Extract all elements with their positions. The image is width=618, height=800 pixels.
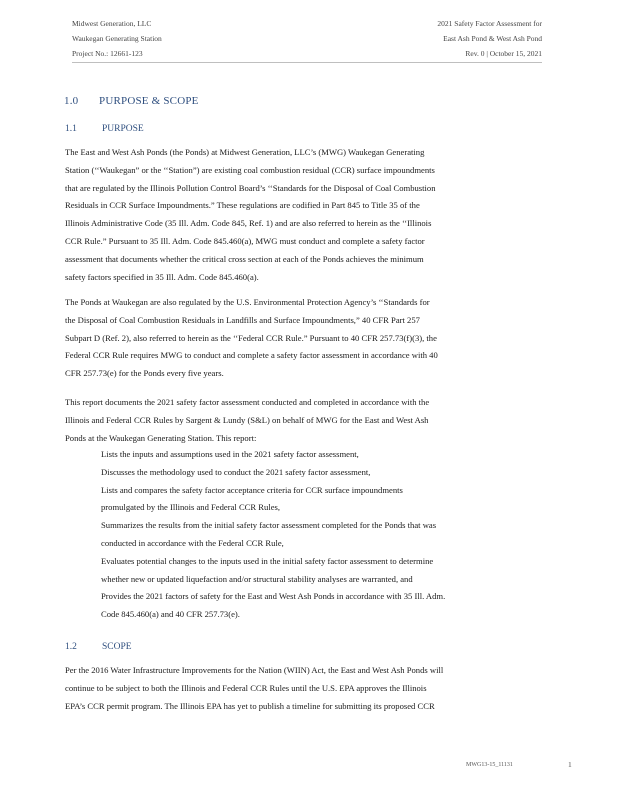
text-line: Station (‘‘Waukegan” or the ‘‘Station”) are existing coal combustion residual (CCR) surface impoundments	[65, 164, 435, 175]
text-line: CFR 257.73(e) for the Ponds every five years.	[65, 368, 224, 379]
header-report-title: 2021 Safety Factor Assessment for	[437, 19, 542, 28]
text-line: Residuals in CCR Surface Impoundments.” These regulations are codified in Part 845 to Title 35 of the	[65, 200, 420, 211]
subsection-number: 1.2	[65, 642, 77, 652]
text-line: Ponds at the Waukegan Generating Station. This report:	[65, 432, 257, 443]
header-ponds: East Ash Pond & West Ash Pond	[443, 34, 542, 43]
list-item: Evaluates potential changes to the inputs used in the initial safety factor assessment to determine	[101, 555, 434, 566]
header-rule	[72, 62, 542, 63]
text-line: continue to be subject to both the Illinois and Federal CCR Rules until the U.S. EPA approves the Illinois	[65, 682, 427, 693]
section-heading	[64, 95, 199, 107]
list-item: Discusses the methodology used to conduct the 2021 safety factor assessment,	[101, 466, 371, 477]
subsection-number: 1.1	[65, 124, 77, 134]
list-item: promulgated by the Illinois and Federal CCR Rules,	[101, 502, 281, 513]
subsection-title: PURPOSE	[102, 124, 144, 134]
list-item: conducted in accordance with the Federal CCR Rule,	[101, 537, 284, 548]
section-number: 1.0	[64, 95, 79, 107]
list-item: Summarizes the results from the initial safety factor assessment completed for the Ponds that was	[101, 520, 437, 531]
text-line: Illinois and Federal CCR Rules by Sargent & Lundy (S&L) on behalf of MWG for the East and West Ash	[65, 414, 429, 425]
header-right	[437, 16, 542, 61]
text-line: The Ponds at Waukegan are also regulated by the U.S. Environmental Protection Agency’s ‘‘Standards for	[65, 297, 430, 307]
list-item: Lists and compares the safety factor acceptance criteria for CCR surface impoundments	[101, 484, 403, 495]
subsection-heading-purpose	[65, 124, 144, 134]
list-item: whether new or updated liquefaction and/or structural stability analyses are warranted, and	[101, 573, 413, 584]
list-item: Code 845.460(a) and 40 CFR 257.73(e).	[101, 609, 240, 620]
list-item: Provides the 2021 factors of safety for the East and West Ash Ponds in accordance with 35 Ill. Adm.	[101, 591, 446, 602]
text-line: CCR Rule.” Pursuant to 35 Ill. Adm. Code 845.460(a), MWG must conduct and complete a safety factor	[65, 235, 425, 246]
subsection-title: SCOPE	[102, 642, 132, 652]
text-line: Federal CCR Rule requires MWG to conduct and complete a safety factor assessment in accordance with 40	[65, 350, 438, 361]
paragraph-purpose-2	[65, 294, 545, 383]
subsection-heading-scope	[65, 642, 132, 652]
header-station: Waukegan Generating Station	[72, 34, 162, 43]
list-item: Lists the inputs and assumptions used in the 2021 safety factor assessment,	[101, 449, 359, 459]
header-left	[72, 16, 162, 61]
header-project: Project No.: 12661-123	[72, 49, 143, 58]
text-line: The East and West Ash Ponds (the Ponds) at Midwest Generation, LLC’s (MWG) Waukegan Generating	[65, 147, 425, 157]
page-number: 1	[568, 760, 572, 769]
paragraph-scope	[65, 662, 545, 715]
paragraph-purpose-3	[65, 394, 545, 447]
document-code: MWG13-15_11131	[466, 762, 513, 768]
text-line: Subpart D (Ref. 2), also referred to herein as the ‘‘Federal CCR Rule.” Pursuant to 40 CFR 257.73(f)(3), the	[65, 332, 437, 343]
header-revision: Rev. 0 | October 15, 2021	[465, 49, 542, 58]
text-line: Per the 2016 Water Infrastructure Improvements for the Nation (WIIN) Act, the East and West Ash Ponds will	[65, 665, 444, 675]
report-contents-list	[101, 446, 551, 624]
text-line: safety factors specified in 35 Ill. Adm. Code 845.460(a).	[65, 271, 259, 282]
header-company: Midwest Generation, LLC	[72, 19, 152, 28]
text-line: This report documents the 2021 safety factor assessment conducted and completed in accordance with the	[65, 397, 430, 407]
text-line: Illinois Administrative Code (35 Ill. Adm. Code 845, Ref. 1) and are also referred to herein as the ‘‘Illinois	[65, 218, 432, 229]
text-line: assessment that documents whether the critical cross section at each of the Ponds achieves the minimum	[65, 253, 424, 264]
paragraph-purpose-1	[65, 144, 545, 286]
text-line: that are regulated by the Illinois Pollution Control Board’s ‘‘Standards for the Disposal of Coal Combustion	[65, 182, 436, 193]
text-line: the Disposal of Coal Combustion Residuals in Landfills and Surface Impoundments,” 40 CFR Part 257	[65, 314, 420, 325]
section-title: PURPOSE & SCOPE	[99, 95, 199, 107]
text-line: EPA’s CCR permit program. The Illinois EPA has yet to publish a timeline for submitting its proposed CCR	[65, 700, 435, 711]
